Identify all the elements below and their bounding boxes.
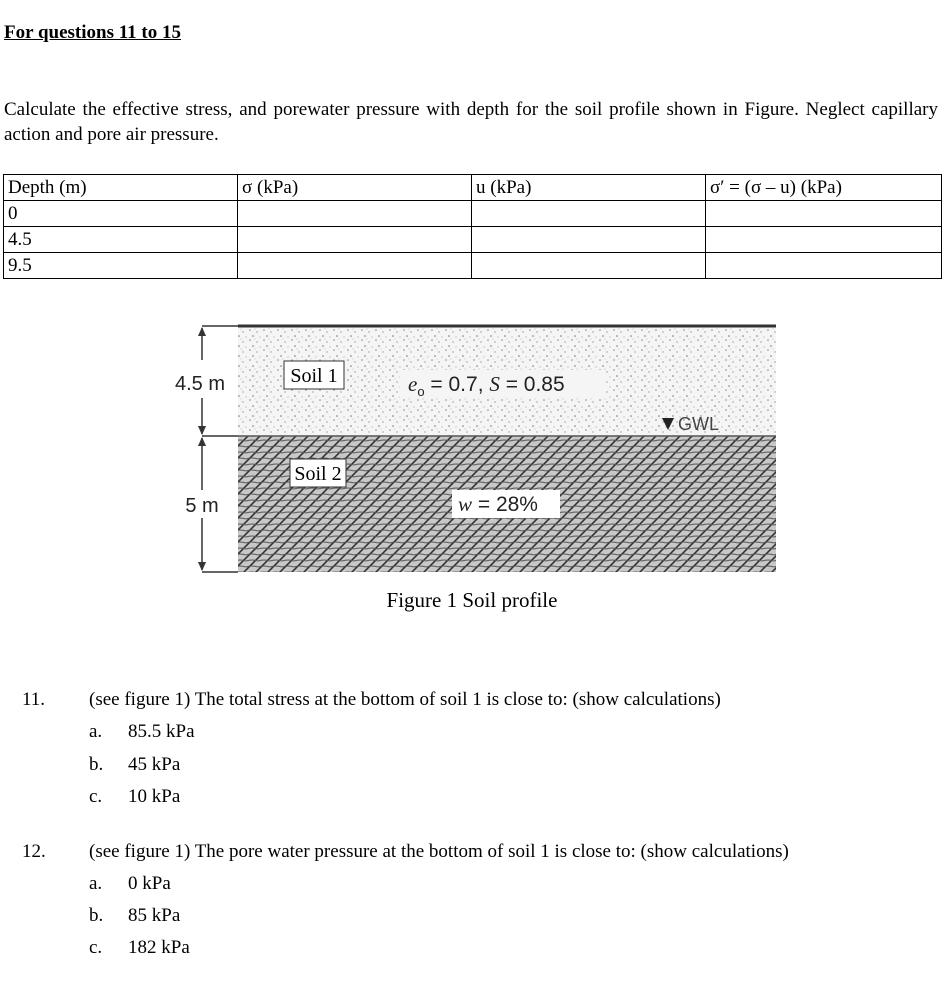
soil1-label: Soil 1	[290, 365, 338, 387]
table-cell	[472, 253, 706, 279]
table-cell: 4.5	[4, 227, 238, 253]
table-cell: 9.5	[4, 253, 238, 279]
soil1-properties: $e_o = 0.7$, S = 0.85	[408, 372, 565, 399]
stress-table	[3, 174, 942, 279]
intro-paragraph: Calculate the effective stress, and porewater pressure with depth for the soil profile shown in Figure. Neglect capillary action and pore air pressure.	[4, 99, 938, 145]
dimension-label-soil1: 4.5 m	[174, 373, 226, 395]
figure-caption: Figure 1 Soil profile	[386, 588, 558, 612]
column-header-total-stress: σ (kPa)	[238, 175, 472, 201]
table-cell	[238, 227, 472, 253]
table-cell	[706, 227, 942, 253]
table-cell	[706, 201, 942, 227]
table-header-row	[4, 175, 942, 201]
table-cell	[472, 227, 706, 253]
soil2-label: Soil 2	[294, 463, 342, 485]
table-cell	[238, 201, 472, 227]
column-header-depth: Depth (m)	[4, 175, 238, 201]
section-heading: For questions 11 to 15	[4, 22, 182, 43]
soil-profile-figure	[150, 318, 790, 580]
table-row	[4, 201, 942, 227]
soil2-properties: w = 28%	[458, 492, 538, 516]
column-header-effective-stress: σ′ = (σ – u) (kPa)	[706, 175, 942, 201]
table-cell	[706, 253, 942, 279]
gwl-label: GWL	[678, 414, 720, 434]
question-number: 12.	[22, 841, 46, 862]
question-text: (see figure 1) The pore water pressure at the bottom of soil 1 is close to: (show calculations)	[89, 841, 789, 862]
table-row	[4, 253, 942, 279]
table-row	[4, 227, 942, 253]
table-cell: 0	[4, 201, 238, 227]
column-header-pore-pressure: u (kPa)	[472, 175, 706, 201]
table-cell	[472, 201, 706, 227]
table-cell	[238, 253, 472, 279]
question-text: (see figure 1) The total stress at the bottom of soil 1 is close to: (show calculations)	[89, 689, 721, 710]
dimension-label-soil2: 5 m	[185, 495, 219, 517]
question-number: 11.	[22, 689, 46, 710]
